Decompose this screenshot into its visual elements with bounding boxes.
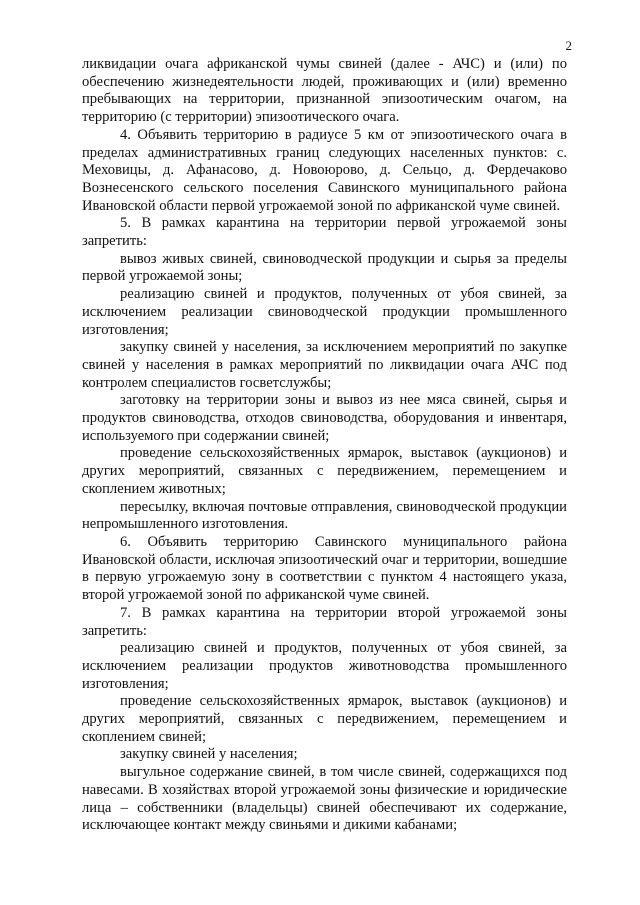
page-number: 2 [565, 38, 572, 53]
paragraph: 7. В рамках карантина на территории второй угрожаемой зоны запретить: [82, 604, 567, 639]
document-body [82, 56, 567, 835]
paragraph: ликвидации очага африканской чумы свиней (далее - АЧС) и (или) по обеспечению жизнедеятельности людей, проживающих и (или) временно пребывающих на территории, признанной эпизоотическим очагом, на территорию (с территории) эпизоотического очага. [82, 56, 567, 126]
paragraph: выгульное содержание свиней, в том числе свиней, содержащихся под навесами. В хозяйствах второй угрожаемой зоны физические и юридические лица – собственники (владельцы) свиней обеспечивают их содержание, исключающее контакт между свиньями и дикими кабанами; [82, 764, 567, 834]
paragraph: пересылку, включая почтовые отправления, свиноводческой продукции непромышленного изготовления. [82, 498, 567, 533]
paragraph: проведение сельскохозяйственных ярмарок, выставок (аукционов) и других мероприятий, связанных с передвижением, перемещением и скоплением животных; [82, 445, 567, 497]
paragraph: 4. Объявить территорию в радиусе 5 км от эпизоотического очага в пределах административных границ следующих населенных пунктов: с. Меховицы, д. Афанасово, д. Новоюрово, д. Сельцо, д. Фердечаково Вознесенского сельского поселения Савинского муниципального района Ивановской области первой угрожаемой зоной по африканской чуме свиней. [82, 126, 567, 214]
paragraph: вывоз живых свиней, свиноводческой продукции и сырья за пределы первой угрожаемой зоны; [82, 250, 567, 285]
paragraph: закупку свиней у населения; [120, 746, 298, 763]
paragraph: проведение сельскохозяйственных ярмарок, выставок (аукционов) и других мероприятий, связанных с передвижением, перемещением и скоплением свиней; [82, 693, 567, 745]
paragraph: закупку свиней у населения, за исключением мероприятий по закупке свиней у населения в рамках мероприятий по ликвидации очага АЧС под контролем специалистов госветслужбы; [82, 339, 567, 391]
paragraph: заготовку на территории зоны и вывоз из нее мяса свиней, сырья и продуктов свиноводства, отходов свиноводства, оборудования и инвентаря, используемого при содержании свиней; [82, 392, 567, 444]
paragraph: реализацию свиней и продуктов, полученных от убоя свиней, за исключением реализации продуктов животноводства промышленного изготовления; [82, 640, 567, 692]
paragraph: реализацию свиней и продуктов, полученных от убоя свиней, за исключением реализации свиноводческой продукции промышленного изготовления; [82, 286, 567, 338]
paragraph: 6. Объявить территорию Савинского муниципального района Ивановской области, исключая эпизоотический очаг и территории, вошедшие в первую угрожаемую зону в соответствии с пунктом 4 настоящего указа, второй угрожаемой зоной по африканской чуме свиней. [82, 533, 567, 604]
paragraph: 5. В рамках карантина на территории первой угрожаемой зоны запретить: [82, 215, 567, 250]
